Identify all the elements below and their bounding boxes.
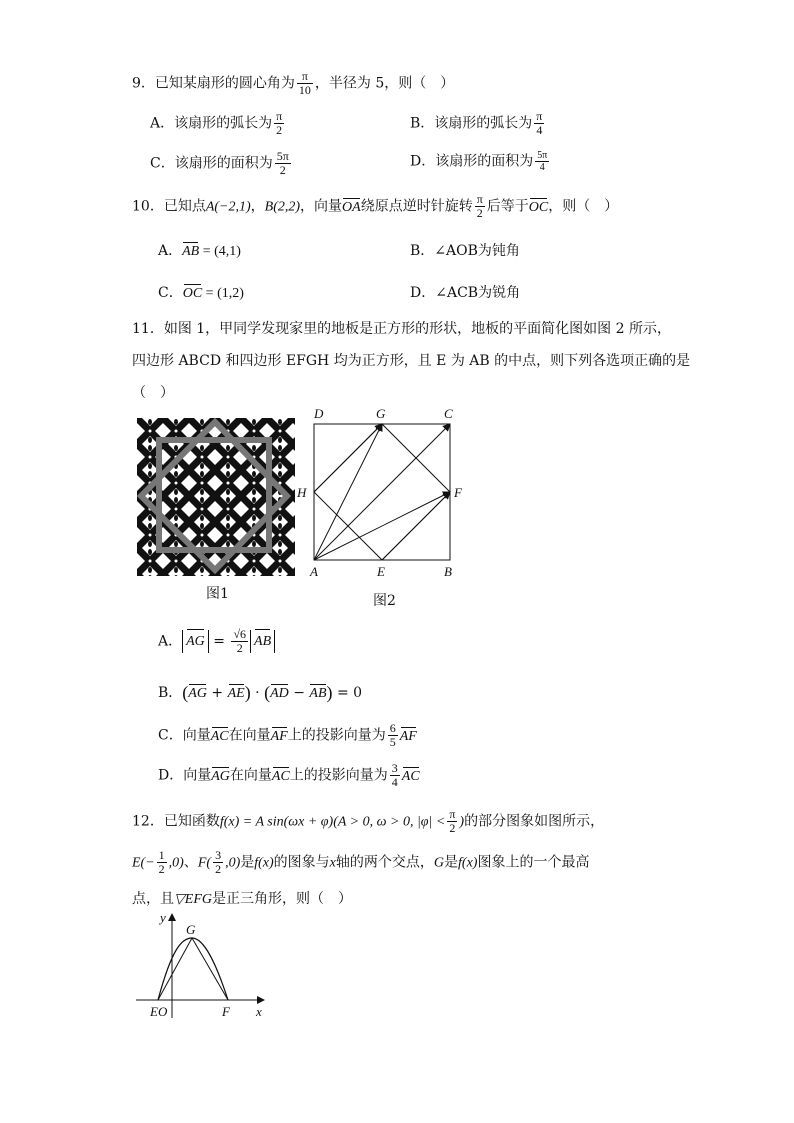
figure-2-square-diagram [294, 404, 474, 584]
figure-1-floor-pattern [137, 418, 295, 576]
label-C: C [444, 406, 453, 421]
q10-stem: 10．已知点A(−2,1)，B(2,2)，向量OA绕原点逆时针旋转 $\frac{\pi}{2}$ 后等于OC，则（ ） [132, 192, 619, 221]
q9-option-b[interactable]: B．该扇形的弧长为 $\frac{\pi}{4}$ [410, 109, 543, 138]
q9-option-c[interactable]: C．该扇形的面积为 $\frac{5\pi}{2}$ [150, 149, 289, 178]
graph-label-F: F [222, 1004, 230, 1019]
graph-label-EO: EO [150, 1004, 168, 1019]
q9-stem: 9．已知某扇形的圆心角为 $\frac{\pi}{10}$ ，半径为 5，则（ ） [132, 69, 455, 98]
q11-line1: 11．如图 1，甲同学发现家里的地板是正方形的形状，地板的平面简化图如图 2 所示， [132, 321, 671, 337]
graph-label-y: y [160, 910, 166, 925]
figure-1-caption: 图1 [206, 586, 229, 602]
q11-line2: 四边形 ABCD 和四边形 EFGH 均为正方形，且 E 为 AB 的中点，则下列各选项正确的是 [132, 353, 691, 369]
q9-option-a[interactable]: A．该扇形的弧长为 $\frac{\pi}{2}$ [150, 109, 283, 138]
q12-line1: 12．已知函数f(x) = A sin(ωx + φ)(A > 0, ω > 0, |φ| < $\frac{\pi}{2}$ )的部分图象如图所示， [132, 807, 605, 836]
label-B: B [444, 564, 452, 579]
figure-2-caption: 图2 [373, 593, 396, 609]
q10-option-c[interactable]: C．OC = (1,2) [158, 285, 244, 301]
q9-option-d[interactable]: D．该扇形的面积为 $\frac{5\pi}{4}$ [410, 150, 548, 173]
q11-option-b[interactable]: B．(AG + AE) · (AD − AB) = 0 [158, 682, 363, 703]
label-F: F [454, 485, 462, 500]
q11-option-d[interactable]: D．向量AG在向量AC上的投影向量为 $\frac{3}{4}$ AC [158, 761, 420, 790]
graph-label-x: x [256, 1004, 262, 1019]
graph-label-G: G [186, 922, 196, 937]
q11-option-c[interactable]: C．向量AC在向量AF上的投影向量为 $\frac{6}{5}$ AF [158, 721, 417, 750]
q12-line2: E(− $\frac{1}{2}$ ,0)、F( $\frac{3}{2}$ ,0)是f(x)的图象与x轴的两个交点，G是f(x)图象上的一个最高 [132, 848, 590, 877]
label-G: G [376, 406, 386, 421]
q12-function-graph [132, 908, 272, 1023]
label-E: E [377, 564, 385, 579]
q11-line3: （ ） [132, 385, 174, 401]
q10-option-a[interactable]: A．AB = (4,1) [158, 243, 241, 259]
q10-option-b[interactable]: B．∠AOB为钝角 [410, 243, 520, 259]
q11-option-a[interactable]: A． AG = $\frac{√6}{2}$ AB [158, 628, 275, 655]
q10-option-d[interactable]: D．∠ACB为锐角 [410, 285, 521, 301]
label-A: A [310, 564, 318, 579]
label-D: D [314, 406, 324, 421]
label-H: H [297, 485, 307, 500]
q12-line3: 点，且▽EFG是正三角形，则（ ） [132, 891, 352, 907]
